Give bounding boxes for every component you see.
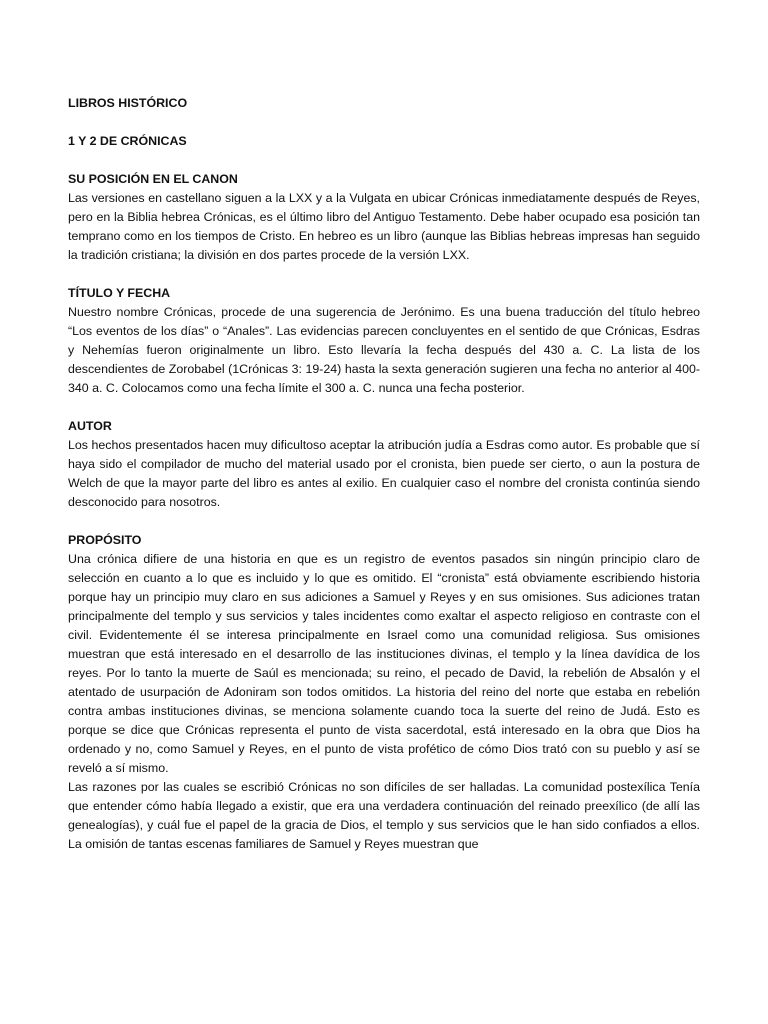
section-heading: TÍTULO Y FECHA [68, 286, 171, 300]
section-paragraph: Una crónica difiere de una historia en que es un registro de eventos pasados sin ningún principio claro de selección en cuanto a lo que es incluido y lo que es omitido. El “cronista” está obviamente escribiendo historia porque hay un principio muy claro en sus adiciones a Samuel y Reyes y en sus omisiones. Sus adiciones tratan principalmente del templo y sus servicios y tales incidentes como exaltar el aspecto religioso en contraste con el civil. Evidentemente él se interesa principalmente en Israel como una comunidad religiosa. Sus omisiones muestran que está interesado en el desarrollo de las instituciones divinas, el templo y la línea davídica de los reyes. Por lo tanto la muerte de Saúl es mencionada; su reino, el pecado de David, la rebelión de Absalón y el atentado de usurpación de Adoniram son todos omitidos. La historia del reino del norte que estaba en rebelión contra ambas instituciones divinas, se menciona solamente cuando toca la suerte del reino de Judá. Esto es porque se dice que Crónicas representa el punto de vista sacerdotal, está interesado en la obra que Dios ha ordenado y no, como Samuel y Reyes, en el punto de vista profético de cómo Dios trató con su pueblo y así se reveló a sí mismo. [68, 552, 700, 775]
spacer [68, 151, 700, 170]
section-paragraph: Los hechos presentados hacen muy dificultoso aceptar la atribución judía a Esdras como autor. Es probable que sí haya sido el compilador de mucho del material usado por el cronista, bien puede ser cierto, o aun la postura de Welch de que la mayor parte del libro es antes al exilio. En cualquier caso el nombre del cronista continúa siendo desconocido para nosotros. [68, 438, 700, 509]
spacer [68, 398, 700, 417]
section-heading: SU POSICIÓN EN EL CANON [68, 172, 238, 186]
document-subtitle: 1 Y 2 DE CRÓNICAS [68, 134, 187, 148]
document-title: LIBROS HISTÓRICO [68, 96, 188, 110]
section-paragraph: Las versiones en castellano siguen a la LXX y a la Vulgata en ubicar Crónicas inmediatamente después de Reyes, pero en la Biblia hebrea Crónicas, es el último libro del Antiguo Testamento. Debe haber ocupado esa posición tan temprano como en los tiempos de Cristo. En hebreo es un libro (aunque las Biblias hebreas impresas han seguido la tradición cristiana; la división en dos partes procede de la versión LXX. [68, 191, 700, 262]
document-page [68, 94, 700, 854]
spacer [68, 113, 700, 132]
spacer [68, 265, 700, 284]
spacer [68, 512, 700, 531]
section-paragraph: Nuestro nombre Crónicas, procede de una sugerencia de Jerónimo. Es una buena traducción del título hebreo “Los eventos de los días” o “Anales”. Las evidencias parecen concluyentes en el sentido de que Crónicas, Esdras y Nehemías fueron originalmente un libro. Esto llevaría la fecha después del 430 a. C. La lista de los descendientes de Zorobabel (1Crónicas 3: 19-24) hasta la sexta generación sugieren una fecha no anterior al 400-340 a. C. Colocamos como una fecha límite el 300 a. C. nunca una fecha posterior. [68, 305, 700, 395]
section-position-canon [68, 170, 700, 265]
section-paragraph: Las razones por las cuales se escribió Crónicas no son difíciles de ser halladas. La comunidad postexílica Tenía que entender cómo había llegado a existir, que era una verdadera continuación del reinado preexílico (de allí las genealogías), y cuál fue el papel de la gracia de Dios, el templo y sus servicios que le han sido confiados a ellos. La omisión de tantas escenas familiares de Samuel y Reyes muestran que [68, 780, 700, 851]
section-author [68, 417, 700, 512]
section-heading: AUTOR [68, 419, 112, 433]
section-title-date [68, 284, 700, 398]
section-purpose [68, 531, 700, 854]
section-heading: PROPÓSITO [68, 533, 142, 547]
